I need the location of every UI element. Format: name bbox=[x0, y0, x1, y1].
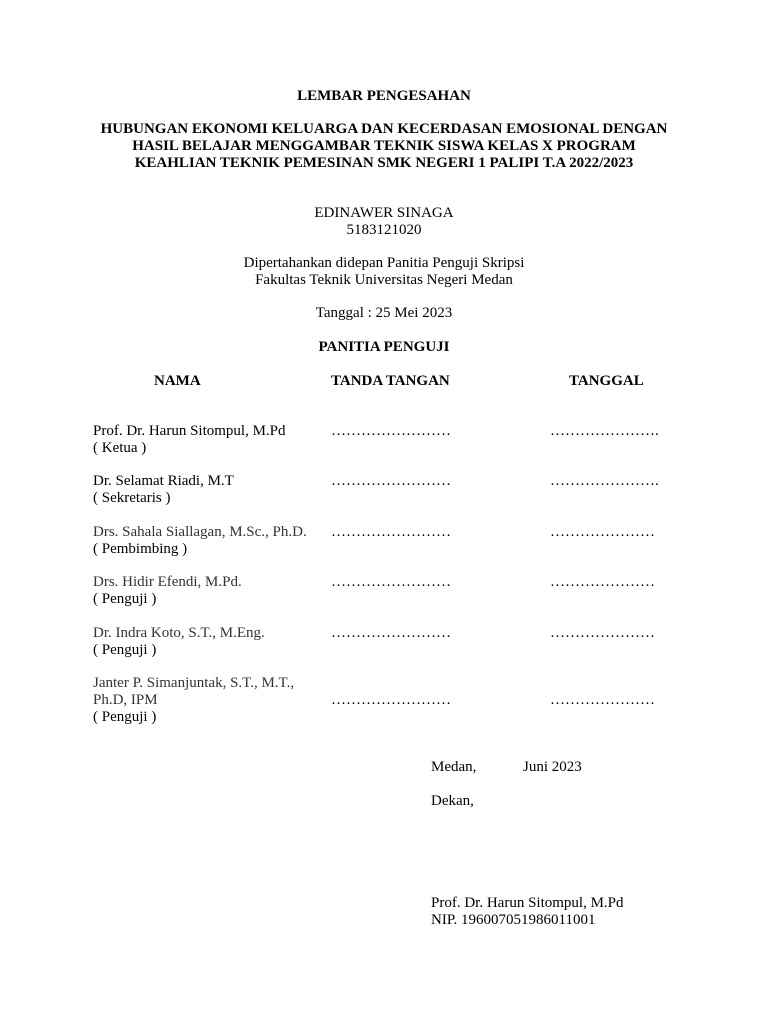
examiner-name-line-1: Janter P. Simanjuntak, S.T., M.T., bbox=[93, 675, 295, 691]
examiner-role: ( Sekretaris ) bbox=[93, 490, 171, 506]
column-header-signature: TANDA TANGAN bbox=[331, 373, 450, 389]
examiner-name: Dr. Indra Koto, S.T., M.Eng. bbox=[93, 625, 265, 641]
examiner-name-line-2: Ph.D, IPM bbox=[93, 692, 158, 708]
signature-line: …………………… bbox=[331, 473, 451, 489]
thesis-title: HUBUNGAN EKONOMI KELUARGA DAN KECERDASAN EMOSIONAL DENGAN HASIL BELAJAR MENGGAMBAR TEKNIK SISWA KELAS X PROGRAM KEAHLIAN TEKNIK PEMESINAN SMK NEGERI 1 PALIPI T.A 2022/2023 bbox=[100, 121, 668, 171]
examiner-name-cell bbox=[93, 524, 323, 558]
examiner-name-cell bbox=[93, 423, 323, 457]
examiner-name-cell bbox=[93, 574, 323, 608]
examiner-name-cell bbox=[93, 675, 323, 726]
signoff-name: Prof. Dr. Harun Sitompul, M.Pd bbox=[431, 895, 624, 911]
signoff-month-year: Juni 2023 bbox=[523, 759, 582, 775]
examiner-role: ( Ketua ) bbox=[93, 440, 147, 456]
examiner-name-cell bbox=[93, 473, 323, 507]
author-block bbox=[0, 205, 768, 239]
examiner-role: ( Penguji ) bbox=[93, 642, 157, 658]
date-line: ………………… bbox=[550, 574, 655, 590]
document-title: LEMBAR PENGESAHAN bbox=[297, 88, 471, 104]
defense-line-2: Fakultas Teknik Universitas Negeri Medan bbox=[255, 272, 513, 288]
defense-date: Tanggal : 25 Mei 2023 bbox=[315, 305, 453, 321]
date-line: ………………… bbox=[550, 524, 655, 540]
examiner-name: Drs. Sahala Siallagan, M.Sc., Ph.D. bbox=[93, 524, 307, 540]
signoff-place-date bbox=[431, 759, 582, 776]
examiner-name: Drs. Hidir Efendi, M.Pd. bbox=[93, 574, 242, 590]
examiner-role: ( Pembimbing ) bbox=[93, 541, 188, 557]
date-line: ………………… bbox=[550, 692, 655, 708]
signature-line: …………………… bbox=[331, 692, 451, 708]
signature-line: …………………… bbox=[331, 574, 451, 590]
panel-heading: PANITIA PENGUJI bbox=[318, 339, 450, 355]
defense-line-1: Dipertahankan didepan Panitia Penguji Skripsi bbox=[243, 255, 525, 271]
examiner-name: Prof. Dr. Harun Sitompul, M.Pd bbox=[93, 423, 286, 439]
examiner-name: Dr. Selamat Riadi, M.T bbox=[93, 473, 234, 489]
signature-line: …………………… bbox=[331, 524, 451, 540]
signoff-place: Medan, bbox=[431, 759, 477, 775]
examiner-name-cell bbox=[93, 625, 323, 659]
examiner-role: ( Penguji ) bbox=[93, 709, 157, 725]
signoff-position: Dekan, bbox=[431, 793, 474, 809]
defense-statement bbox=[0, 255, 768, 289]
column-header-date: TANGGAL bbox=[569, 373, 644, 389]
signoff-nip: NIP. 196007051986011001 bbox=[431, 912, 596, 928]
examiner-role: ( Penguji ) bbox=[93, 591, 157, 607]
author-name: EDINAWER SINAGA bbox=[314, 205, 454, 221]
column-header-name: NAMA bbox=[154, 373, 201, 389]
date-line: …………………. bbox=[550, 423, 659, 439]
signature-line: …………………… bbox=[331, 625, 451, 641]
author-id: 5183121020 bbox=[346, 222, 422, 238]
date-line: …………………. bbox=[550, 473, 659, 489]
date-line: ………………… bbox=[550, 625, 655, 641]
signature-line: …………………… bbox=[331, 423, 451, 439]
